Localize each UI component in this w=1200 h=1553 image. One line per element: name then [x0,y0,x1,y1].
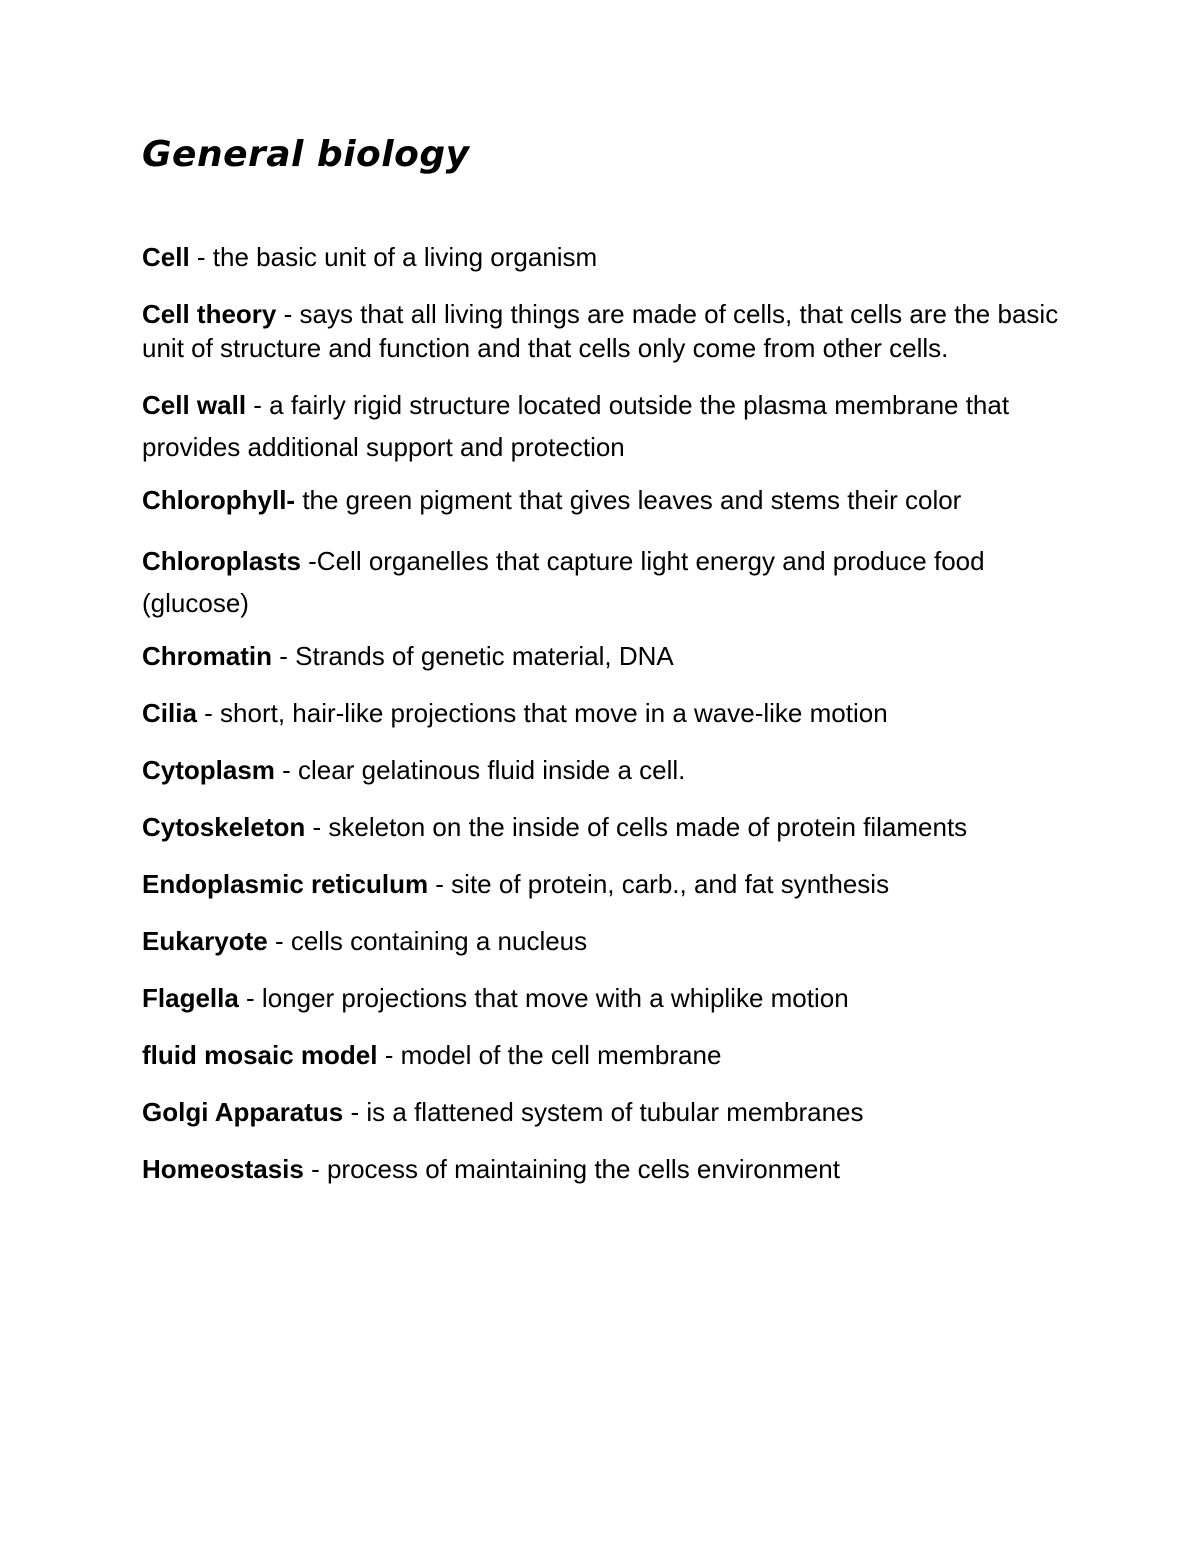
document-title: General biology [142,134,470,175]
glossary-entry [142,696,1062,730]
glossary-term: Chlorophyll- [142,485,296,515]
glossary-definition: - skeleton on the inside of cells made of protein filaments [305,812,968,842]
glossary-list [142,240,1062,1209]
glossary-entry [142,540,1062,624]
glossary-term: Golgi Apparatus [142,1097,344,1127]
glossary-entry [142,1095,1062,1129]
glossary-definition: - model of the cell membrane [377,1040,722,1070]
glossary-term: Homeostasis [142,1154,304,1184]
glossary-definition: - short, hair-like projections that move in a wave-like motion [196,698,888,728]
glossary-term: Chloroplasts [142,546,301,576]
glossary-term: Cell [142,242,190,272]
glossary-definition: - longer projections that move with a whiplike motion [238,983,849,1013]
glossary-entry [142,924,1062,958]
glossary-entry [142,810,1062,844]
glossary-term: fluid mosaic model [142,1040,378,1070]
glossary-term: Endoplasmic reticulum [142,869,429,899]
glossary-term: Chromatin [142,641,272,671]
glossary-term: Cilia [142,698,197,728]
glossary-term: Cell theory [142,299,277,329]
glossary-entry [142,753,1062,787]
glossary-definition: - the basic unit of a living organism [189,242,598,272]
glossary-definition: - site of protein, carb., and fat synthesis [428,869,890,899]
glossary-definition: - Strands of genetic material, DNA [272,641,674,671]
glossary-definition: - process of maintaining the cells environment [303,1154,840,1184]
glossary-definition: - cells containing a nucleus [267,926,588,956]
glossary-entry [142,240,1062,274]
glossary-term: Cell wall [142,390,247,420]
glossary-entry [142,297,1062,365]
glossary-entry [142,384,1062,468]
glossary-definition: - clear gelatinous fluid inside a cell. [274,755,686,785]
glossary-definition: -Cell organelles that capture light energy and produce food (glucose) [142,546,985,618]
glossary-definition: - is a flattened system of tubular membranes [343,1097,864,1127]
glossary-definition: - says that all living things are made of cells, that cells are the basic unit of structure and function and that cells only come from other cells. [142,299,1059,363]
glossary-entry [142,1038,1062,1072]
glossary-entry [142,1152,1062,1186]
glossary-definition: the green pigment that gives leaves and stems their color [295,485,962,515]
glossary-entry [142,981,1062,1015]
glossary-entry [142,867,1062,901]
glossary-term: Eukaryote [142,926,268,956]
glossary-entry [142,639,1062,673]
glossary-term: Cytoplasm [142,755,275,785]
glossary-definition: - a fairly rigid structure located outside the plasma membrane that provides additional support and protection [142,390,1010,462]
glossary-term: Flagella [142,983,239,1013]
glossary-entry [142,483,1062,517]
glossary-term: Cytoskeleton [142,812,306,842]
